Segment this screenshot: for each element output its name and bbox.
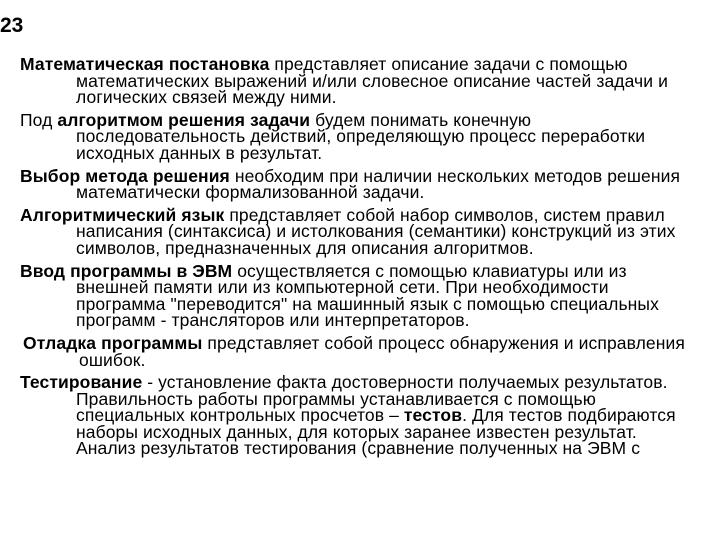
definition-testing-part1: - установление факта достоверности получаемых результатов. Правильность работы программы устанавливается с помощью специальных контрольных просчетов – [76, 372, 668, 426]
term-algorithm: алгоритмом решения задачи [57, 109, 311, 130]
paragraph-math-statement [20, 56, 700, 106]
paragraph-algorithmic-language [20, 204, 700, 258]
paragraph-method-choice [20, 165, 700, 203]
definition-program-input: осуществляется с помощью клавиатуры или из внешней памяти или из компьютерной сети. При необходимости программа "переводится" на машинный язык с помощью специальных программ - трансляторов или интерпретаторов. [76, 260, 659, 331]
definition-testing-part2: . Для тестов подбираются наборы исходных данных, для которых заранее известен результат. Анализ результатов тестирования (сравнение полученных на ЭВМ с [76, 405, 676, 459]
term-debugging: Отладка программы [23, 332, 203, 353]
paragraph-program-input [20, 260, 700, 331]
term-method-choice: Выбор метода решения [20, 165, 230, 186]
definition-algorithmic-language: представляет собой набор символов, систем правил написания (синтаксиса) и истолкования (семантики) конструкций из этих символов, предназначенных для описания алгоритмов. [76, 204, 676, 258]
text-body [20, 56, 700, 463]
definition-debugging: представляет собой процесс обнаружения и исправления ошибок. [79, 332, 685, 370]
paragraph-debugging [20, 332, 700, 370]
definition-method-choice: необходим при наличии нескольких методов решения математически формализованной задачи. [76, 165, 681, 203]
definition-math-statement: представляет описание задачи с помощью математических выражений и/или словесное описание частей задачи и логических связей между ними. [76, 54, 668, 108]
term-program-input: Ввод программы в ЭВМ [20, 260, 233, 281]
definition-algorithm: будем понимать конечную последовательность действий, определяющую процесс переработки исходных данных в результат. [76, 109, 646, 163]
prefix-algorithm: Под [20, 109, 58, 130]
slide-number: 23 [0, 14, 24, 37]
term-math-statement: Математическая постановка [20, 54, 270, 74]
term-tests: тестов [403, 405, 463, 426]
paragraph-algorithm [20, 109, 700, 163]
term-algorithmic-language: Алгоритмический язык [20, 204, 225, 225]
term-testing: Тестирование [20, 372, 143, 393]
paragraph-testing [20, 374, 700, 457]
